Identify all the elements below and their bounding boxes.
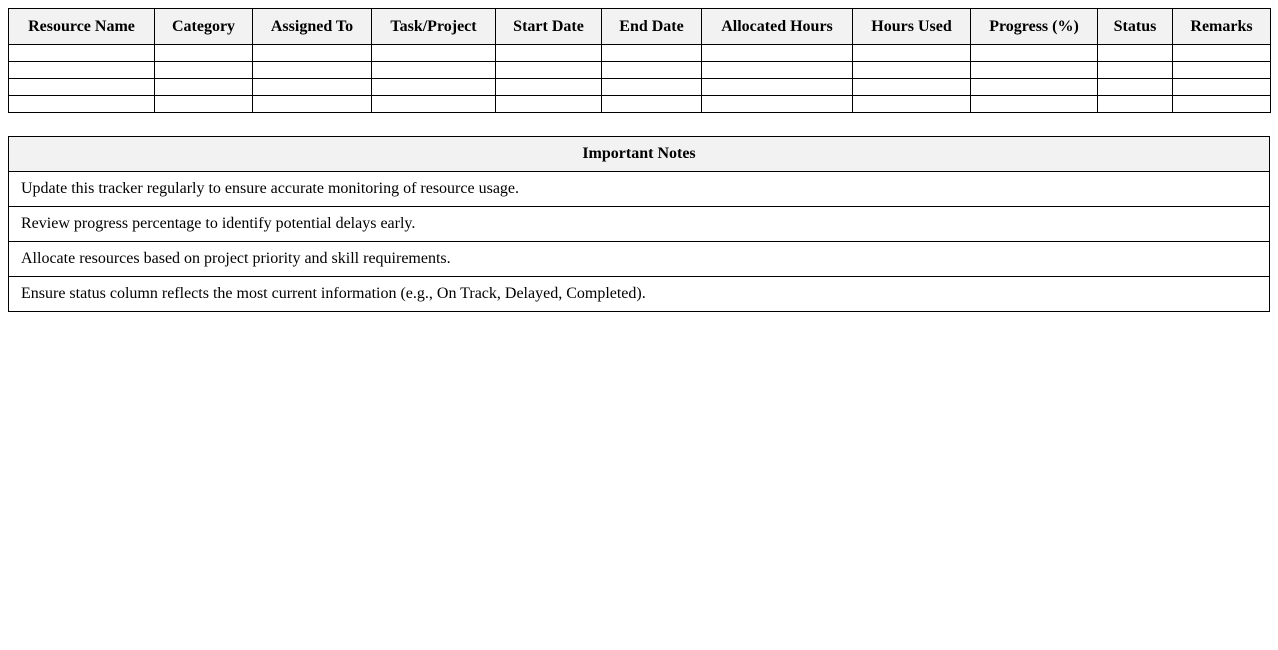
table-cell[interactable] [155, 96, 253, 113]
table-cell[interactable] [853, 96, 971, 113]
table-cell[interactable] [853, 45, 971, 62]
table-cell[interactable] [971, 45, 1098, 62]
table-cell[interactable] [253, 96, 372, 113]
note-row [9, 207, 1270, 242]
table-row [9, 96, 1271, 113]
note-item: Ensure status column reflects the most current information (e.g., On Track, Delayed, Completed). [9, 277, 1270, 312]
table-cell[interactable] [1173, 79, 1271, 96]
table-cell[interactable] [496, 96, 602, 113]
table-cell[interactable] [372, 62, 496, 79]
table-cell[interactable] [853, 79, 971, 96]
table-cell[interactable] [1173, 96, 1271, 113]
table-cell[interactable] [253, 79, 372, 96]
column-header-task-project: Task/Project [372, 9, 496, 45]
table-cell[interactable] [9, 79, 155, 96]
column-header-resource-name: Resource Name [9, 9, 155, 45]
table-row [9, 45, 1271, 62]
table-row [9, 79, 1271, 96]
table-cell[interactable] [372, 96, 496, 113]
table-row [9, 62, 1271, 79]
table-cell[interactable] [1098, 79, 1173, 96]
column-header-progress: Progress (%) [971, 9, 1098, 45]
table-cell[interactable] [372, 45, 496, 62]
table-cell[interactable] [971, 96, 1098, 113]
table-cell[interactable] [1173, 62, 1271, 79]
table-cell[interactable] [155, 62, 253, 79]
note-row [9, 277, 1270, 312]
table-cell[interactable] [496, 62, 602, 79]
table-cell[interactable] [253, 45, 372, 62]
table-cell[interactable] [971, 79, 1098, 96]
note-row [9, 172, 1270, 207]
table-cell[interactable] [1173, 45, 1271, 62]
notes-title: Important Notes [9, 137, 1270, 172]
table-cell[interactable] [853, 62, 971, 79]
table-cell[interactable] [496, 45, 602, 62]
table-cell[interactable] [702, 96, 853, 113]
table-cell[interactable] [253, 62, 372, 79]
table-cell[interactable] [372, 79, 496, 96]
column-header-category: Category [155, 9, 253, 45]
note-item: Allocate resources based on project priority and skill requirements. [9, 242, 1270, 277]
table-cell[interactable] [1098, 62, 1173, 79]
column-header-status: Status [1098, 9, 1173, 45]
table-cell[interactable] [602, 45, 702, 62]
column-header-assigned-to: Assigned To [253, 9, 372, 45]
table-cell[interactable] [9, 45, 155, 62]
note-item: Update this tracker regularly to ensure accurate monitoring of resource usage. [9, 172, 1270, 207]
table-cell[interactable] [971, 62, 1098, 79]
table-cell[interactable] [1098, 45, 1173, 62]
column-header-remarks: Remarks [1173, 9, 1271, 45]
table-cell[interactable] [155, 45, 253, 62]
table-cell[interactable] [602, 96, 702, 113]
important-notes-table [8, 136, 1270, 312]
table-cell[interactable] [602, 79, 702, 96]
column-header-hours-used: Hours Used [853, 9, 971, 45]
table-cell[interactable] [1098, 96, 1173, 113]
table-cell[interactable] [9, 62, 155, 79]
notes-header-row [9, 137, 1270, 172]
note-row [9, 242, 1270, 277]
note-item: Review progress percentage to identify potential delays early. [9, 207, 1270, 242]
column-header-end-date: End Date [602, 9, 702, 45]
table-cell[interactable] [9, 96, 155, 113]
table-cell[interactable] [702, 45, 853, 62]
table-cell[interactable] [702, 62, 853, 79]
table-cell[interactable] [702, 79, 853, 96]
table-cell[interactable] [155, 79, 253, 96]
column-header-start-date: Start Date [496, 9, 602, 45]
table-cell[interactable] [496, 79, 602, 96]
table-header-row [9, 9, 1271, 45]
column-header-allocated-hours: Allocated Hours [702, 9, 853, 45]
resource-tracker-table [8, 8, 1271, 113]
table-cell[interactable] [602, 62, 702, 79]
